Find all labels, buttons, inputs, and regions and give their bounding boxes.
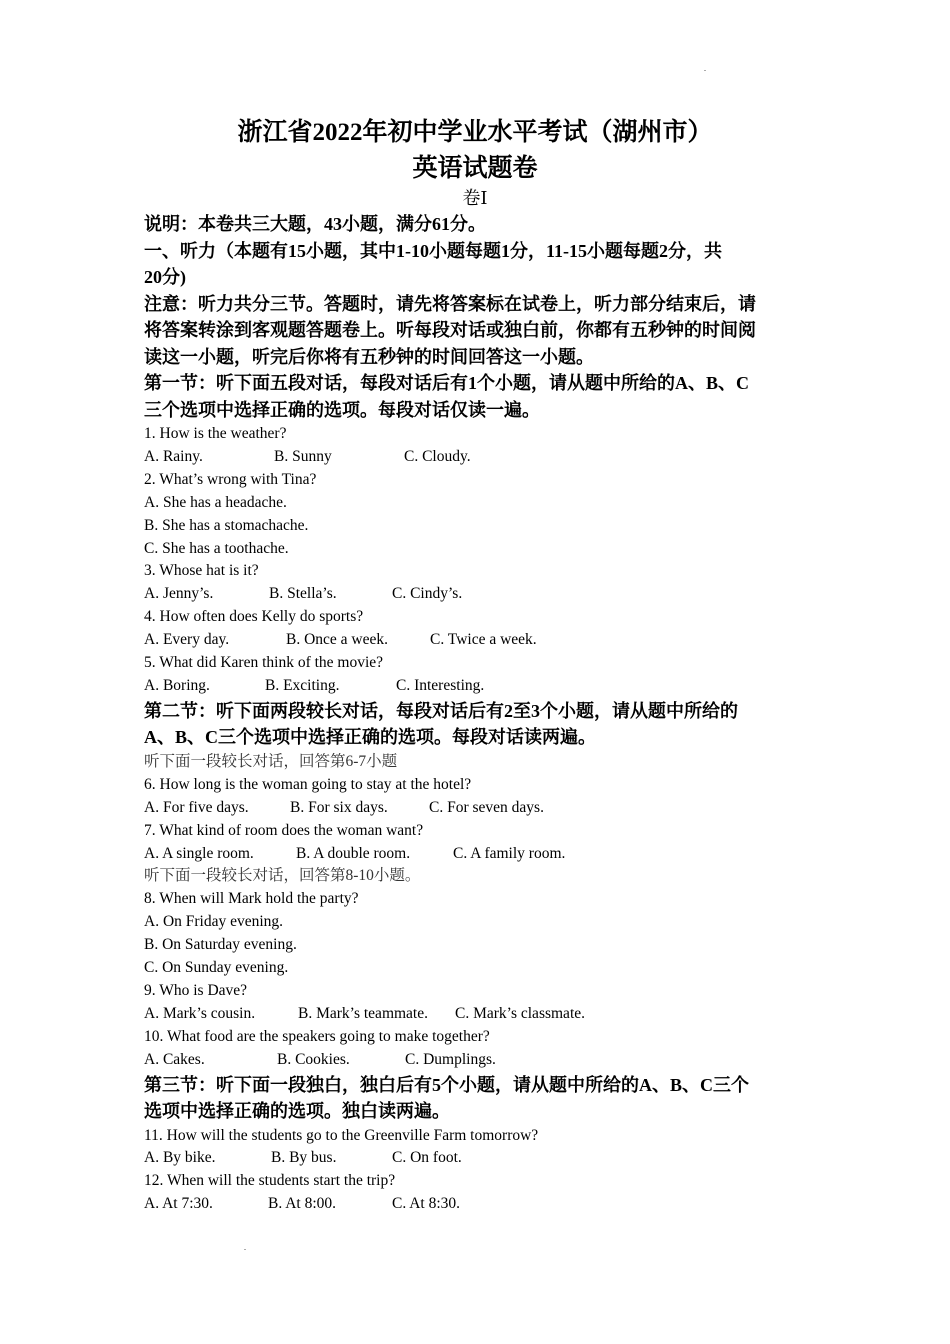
dialog-instruction: 听下面一段较长对话，回答第6-7小题: [144, 752, 398, 770]
option-c: C. On Sunday evening.: [144, 959, 289, 977]
question-9: 9. Who is Dave?: [144, 981, 248, 999]
section3-heading-cont: 选项中选择正确的选项。独白读两遍。: [144, 1101, 450, 1122]
option-a: A. Jenny’s.: [144, 585, 214, 603]
option-c: C. On foot.: [392, 1149, 462, 1167]
option-a: A. Rainy.: [144, 447, 203, 465]
question-6: 6. How long is the woman going to stay at the hotel?: [144, 775, 472, 793]
option-a: A. Boring.: [144, 676, 210, 694]
option-a: A. At 7:30.: [144, 1195, 213, 1213]
option-a: A. Mark’s cousin.: [144, 1004, 256, 1022]
part1-heading-cont: 20分): [144, 267, 186, 287]
option-a: A. On Friday evening.: [144, 913, 284, 931]
options-5: [144, 675, 808, 698]
question-12: 12. When will the students start the trip?: [144, 1172, 396, 1190]
option-b: B. By bus.: [271, 1149, 337, 1167]
question-1: 1. How is the weather?: [144, 425, 287, 442]
options-6: [144, 797, 808, 820]
option-a: A. Every day.: [144, 631, 230, 649]
option-c: C. At 8:30.: [392, 1195, 461, 1213]
exam-body: [144, 211, 808, 1216]
options-11: [144, 1147, 808, 1170]
option-b: B. She has a stomachache.: [144, 516, 309, 534]
question-4: 4. How often does Kelly do sports?: [144, 608, 364, 626]
option-a: A. For five days.: [144, 798, 249, 816]
attention-line: 将答案转涂到客观题答题卷上。听每段对话或独白前，你都有五秒钟的时间阅: [144, 320, 756, 340]
part1-heading: 一、听力（本题有15小题，其中1-10小题每题1分，11-15小题每题2分，共: [144, 240, 722, 261]
question-11: 11. How will the students go to the Greenville Farm tomorrow?: [144, 1126, 539, 1144]
options-3: [144, 583, 808, 606]
paper-subtitle: 英语试题卷: [412, 155, 538, 182]
option-c: C. Mark’s classmate.: [455, 1004, 586, 1022]
option-a: A. A single room.: [144, 844, 254, 862]
options-12: [144, 1193, 808, 1216]
option-a: A. By bike.: [144, 1149, 216, 1167]
question-5: 5. What did Karen think of the movie?: [144, 654, 384, 672]
exam-title: 浙江省2022年初中学业水平考试（湖州市）: [237, 119, 713, 146]
scan-speck: [704, 70, 706, 71]
option-c: C. Cindy’s.: [392, 585, 463, 603]
section2-heading-cont: A、B、C三个选项中选择正确的选项。每段对话读两遍。: [144, 727, 597, 748]
option-c: C. Cloudy.: [404, 447, 471, 465]
question-2: 2. What’s wrong with Tina?: [144, 470, 317, 488]
option-b: B. Mark’s teammate.: [298, 1004, 428, 1022]
scan-speck: [244, 1249, 246, 1250]
section1-heading: 第一节：听下面五段对话，每段对话后有1个小题，请从题中所给的A、B、C: [144, 373, 750, 393]
option-b: B. On Saturday evening.: [144, 936, 297, 954]
option-b: B. A double room.: [296, 844, 411, 862]
option-b: B. Exciting.: [265, 676, 340, 694]
option-c: C. Twice a week.: [430, 631, 537, 649]
section1-heading-cont: 三个选项中选择正确的选项。每段对话仅读一遍。: [144, 399, 540, 420]
question-3: 3. Whose hat is it?: [144, 562, 259, 580]
option-c: C. She has a toothache.: [144, 539, 289, 557]
section2-heading: 第二节：听下面两段较长对话，每段对话后有2至3个小题，请从题中所给的: [144, 700, 738, 721]
volume-label: 卷Ⅰ: [462, 188, 488, 208]
option-b: B. Cookies.: [277, 1050, 350, 1068]
option-b: B. Sunny: [274, 447, 332, 465]
option-b: B. For six days.: [290, 798, 388, 816]
options-7: [144, 843, 808, 866]
options-4: [144, 629, 808, 652]
dialog-instruction: 听下面一段较长对话，回答第8-10小题。: [144, 867, 421, 885]
question-10: 10. What food are the speakers going to make together?: [144, 1027, 490, 1045]
options-1: [144, 446, 808, 469]
option-c: C. For seven days.: [429, 798, 544, 816]
options-9: [144, 1003, 808, 1026]
options-10: [144, 1049, 808, 1072]
option-c: C. A family room.: [453, 844, 566, 862]
exam-note: 说明：本卷共三大题，43小题，满分61分。: [144, 214, 486, 234]
option-c: C. Dumplings.: [405, 1050, 496, 1068]
option-a: A. She has a headache.: [144, 493, 287, 511]
option-b: B. At 8:00.: [268, 1195, 337, 1213]
option-b: B. Stella’s.: [269, 585, 337, 603]
option-a: A. Cakes.: [144, 1050, 205, 1068]
attention-line: 读这一小题，听完后你将有五秒钟的时间回答这一小题。: [144, 346, 594, 367]
attention-line: 注意：听力共分三节。答题时，请先将答案标在试卷上，听力部分结束后，请: [144, 293, 756, 314]
question-7: 7. What kind of room does the woman want?: [144, 821, 424, 839]
option-c: C. Interesting.: [396, 676, 485, 694]
section3-heading: 第三节：听下面一段独白，独白后有5个小题，请从题中所给的A、B、C三个: [144, 1074, 750, 1095]
option-b: B. Once a week.: [286, 631, 388, 649]
question-8: 8. When will Mark hold the party?: [144, 890, 359, 908]
